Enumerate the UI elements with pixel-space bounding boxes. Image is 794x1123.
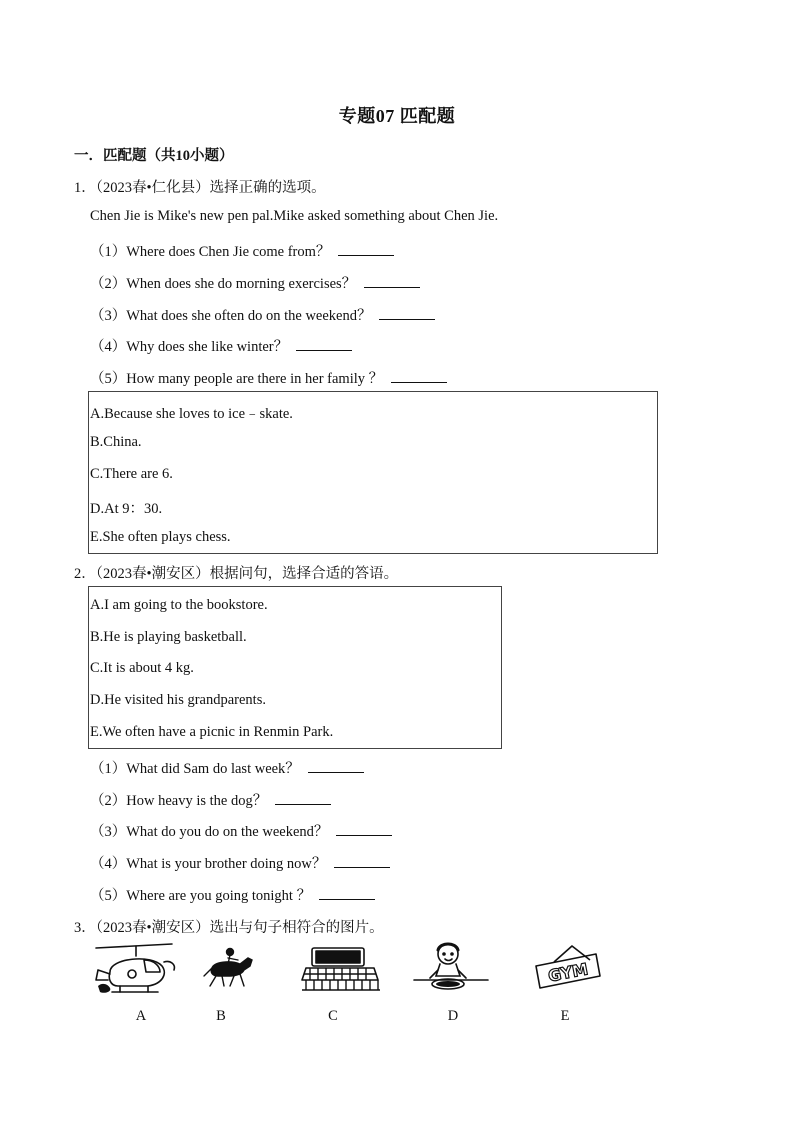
answer-blank[interactable] <box>334 866 390 868</box>
q2-item-1: （1）What did Sam do last week？ <box>90 757 364 778</box>
answer-blank[interactable] <box>391 381 447 383</box>
pic-label-e: E <box>560 1008 570 1024</box>
child-eating-picture <box>410 940 494 996</box>
pic-label-b: B <box>216 1008 226 1024</box>
helicopter-picture <box>92 940 180 998</box>
answer-blank[interactable] <box>308 771 364 773</box>
q1-item-5: （5）How many people are there in her family ？ <box>90 367 447 388</box>
q2-option-a: A.I am going to the bookstore. <box>90 597 268 613</box>
answer-blank[interactable] <box>338 254 394 256</box>
answer-blank[interactable] <box>336 834 392 836</box>
q3-heading: 3．（2023春•潮安区）选出与句子相符合的图片。 <box>74 920 384 936</box>
q2-option-b: B.He is playing basketball. <box>90 629 247 645</box>
pic-label-a: A <box>135 1008 147 1024</box>
answer-blank[interactable] <box>296 349 352 351</box>
page-title: 专题07 匹配题 <box>338 106 456 126</box>
q2-heading: 2．（2023春•潮安区）根据问句，选择合适的答语。 <box>74 566 399 582</box>
answer-blank[interactable] <box>275 803 331 805</box>
q2-item-2: （2）How heavy is the dog？ <box>90 789 331 810</box>
q1-option-b: B.China. <box>90 434 142 450</box>
q1-option-c: C.There are 6. <box>90 466 173 482</box>
q2-item-4: （4）What is your brother doing now？ <box>90 852 390 873</box>
q1-item-3: （3）What does she often do on the weekend？ <box>90 304 435 325</box>
q2-option-d: D.He visited his grandparents. <box>90 692 266 708</box>
answer-blank[interactable] <box>364 286 420 288</box>
gym-sign-text: GYM <box>546 959 590 986</box>
section-heading: 一．匹配题（共10小题） <box>74 148 234 164</box>
q1-item-1: （1）Where does Chen Jie come from？ <box>90 240 394 261</box>
q1-item-4: （4）Why does she like winter？ <box>90 335 352 356</box>
q1-option-d: D.At 9：30. <box>90 501 163 517</box>
gym-sign-picture <box>532 942 604 992</box>
q1-options-box <box>88 391 658 554</box>
q2-options-box <box>88 586 502 749</box>
pic-label-c: C <box>328 1008 338 1024</box>
pic-label-d: D <box>447 1008 459 1024</box>
q1-option-a: A.Because she loves to ice﹣skate. <box>90 406 293 422</box>
horse-picture <box>200 946 260 990</box>
q1-option-e: E.She often plays chess. <box>90 529 231 545</box>
q1-intro: Chen Jie is Mike's new pen pal.Mike asked something about Chen Jie. <box>90 208 499 224</box>
q2-item-3: （3）What do you do on the weekend？ <box>90 820 392 841</box>
q1-item-2: （2）When does she do morning exercises？ <box>90 272 420 293</box>
q2-item-5: （5）Where are you going tonight ？ <box>90 884 375 905</box>
answer-blank[interactable] <box>379 318 435 320</box>
computer-picture <box>298 946 382 994</box>
q2-option-e: E.We often have a picnic in Renmin Park. <box>90 724 334 740</box>
q2-option-c: C.It is about 4 kg. <box>90 660 194 676</box>
answer-blank[interactable] <box>319 898 375 900</box>
q1-heading: 1．（2023春•仁化县）选择正确的选项。 <box>74 180 326 196</box>
